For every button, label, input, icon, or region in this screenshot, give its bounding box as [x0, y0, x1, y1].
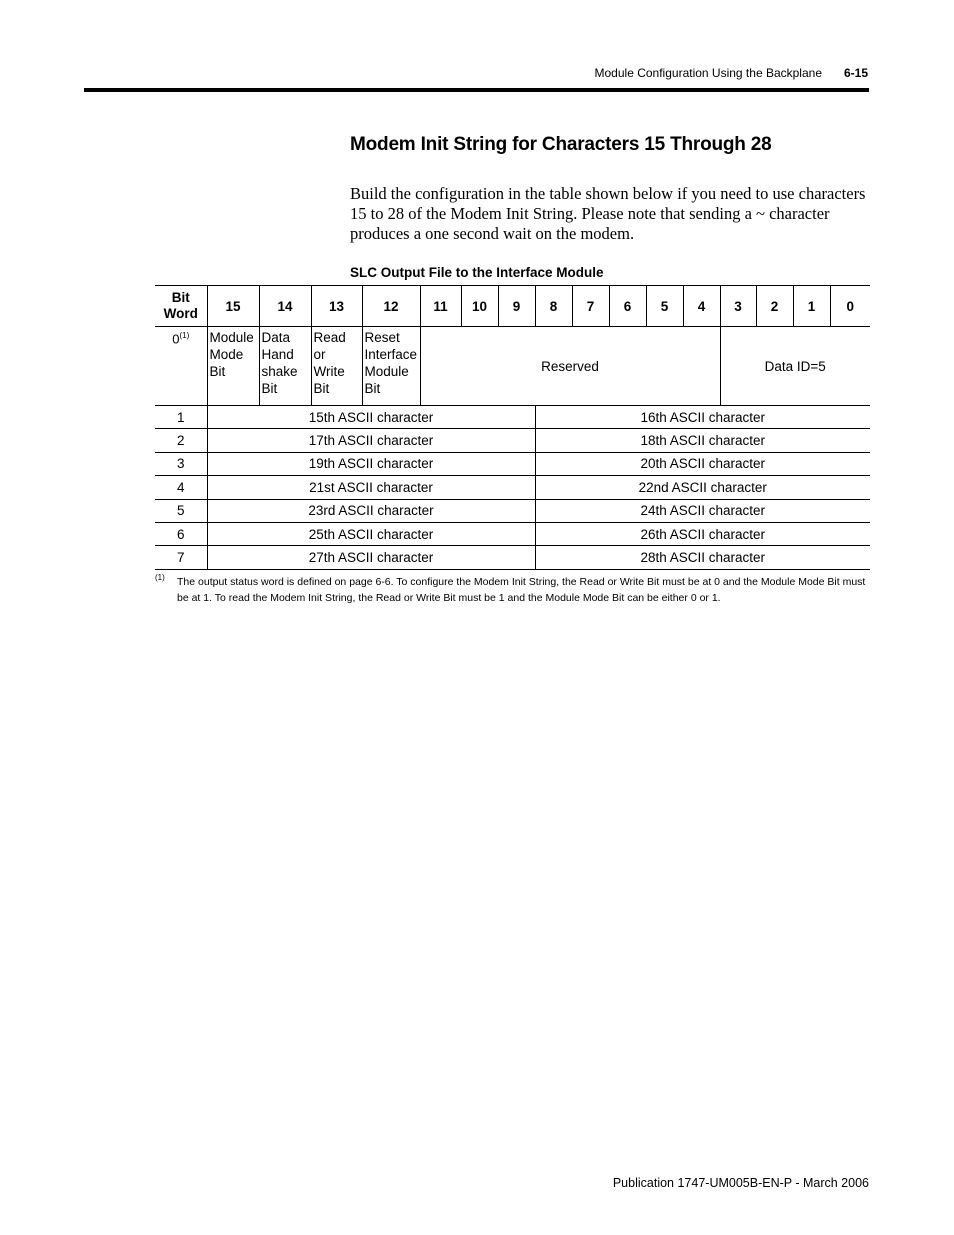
read-write-bit-cell — [311, 327, 362, 406]
bit-header: 3 — [720, 286, 756, 327]
footnote-text: The output status word is defined on page 6-6. To configure the Modem Init String, the Read or Write Bit must be at 0 and the Module Mode Bit must be at 1. To read the Modem Init String, the Read or Write Bit must be 1 and the Module Mode Bit can be either 0 or 1. — [177, 576, 866, 604]
cell-line: Bit — [313, 381, 330, 396]
cell-line: Hand — [261, 347, 294, 362]
footnote-mark: (1) — [155, 573, 165, 582]
table-row — [155, 406, 870, 429]
module-mode-bit-cell — [207, 327, 259, 406]
footnote-ref: (1) — [179, 331, 190, 340]
bit-header: 1 — [793, 286, 830, 327]
word-number: 6 — [155, 522, 207, 545]
cell-line: Bit — [209, 364, 226, 379]
register-table — [155, 285, 870, 570]
table-row — [155, 546, 870, 569]
cell-line: Data — [261, 330, 291, 345]
word-number: 4 — [155, 476, 207, 499]
low-byte-cell: 28th ASCII character — [535, 546, 870, 569]
table-row — [155, 499, 870, 522]
low-byte-cell: 16th ASCII character — [535, 406, 870, 429]
reset-interface-module-bit-cell — [362, 327, 420, 406]
word-number: 3 — [155, 452, 207, 475]
word-number: 7 — [155, 546, 207, 569]
word-number: 0 — [172, 331, 180, 347]
body-paragraph: Build the configuration in the table shown below if you need to use characters 15 to 28 of the Modem Init String. Please note that sending a ~ character produces a one second wait on the modem. — [350, 184, 866, 243]
high-byte-cell: 25th ASCII character — [207, 522, 535, 545]
high-byte-cell: 23rd ASCII character — [207, 499, 535, 522]
low-byte-cell: 22nd ASCII character — [535, 476, 870, 499]
word-cell — [155, 327, 207, 406]
cell-line: Module — [364, 364, 409, 379]
bit-header: 2 — [756, 286, 793, 327]
corner-bit-label: Bit — [171, 290, 190, 305]
section-title: Modem Init String for Characters 15 Through 28 — [350, 134, 772, 155]
corner-header — [155, 286, 207, 327]
cell-line: Module — [209, 330, 254, 345]
bit-header: 4 — [683, 286, 720, 327]
table-row — [155, 452, 870, 475]
bit-header: 0 — [830, 286, 870, 327]
word-number: 2 — [155, 429, 207, 452]
cell-line: Reset — [364, 330, 400, 345]
table-row — [155, 476, 870, 499]
page-number: 6-15 — [844, 66, 869, 80]
high-byte-cell: 27th ASCII character — [207, 546, 535, 569]
high-byte-cell: 15th ASCII character — [207, 406, 535, 429]
bit-header: 8 — [535, 286, 572, 327]
cell-line: Bit — [364, 381, 381, 396]
table-title: SLC Output File to the Interface Module — [350, 265, 604, 280]
cell-line: shake — [261, 364, 298, 379]
header-rule — [84, 88, 869, 92]
low-byte-cell: 24th ASCII character — [535, 499, 870, 522]
cell-line: Interface — [364, 347, 418, 362]
bit-header: 5 — [646, 286, 683, 327]
low-byte-cell: 26th ASCII character — [535, 522, 870, 545]
high-byte-cell: 19th ASCII character — [207, 452, 535, 475]
high-byte-cell: 17th ASCII character — [207, 429, 535, 452]
low-byte-cell: 20th ASCII character — [535, 452, 870, 475]
table-header-row — [155, 286, 870, 327]
bit-header: 12 — [362, 286, 420, 327]
high-byte-cell: 21st ASCII character — [207, 476, 535, 499]
bit-header: 9 — [498, 286, 535, 327]
bit-header: 10 — [461, 286, 498, 327]
bit-header: 6 — [609, 286, 646, 327]
word-number: 1 — [155, 406, 207, 429]
low-byte-cell: 18th ASCII character — [535, 429, 870, 452]
data-id-cell: Data ID=5 — [720, 327, 870, 406]
cell-line: Mode — [209, 347, 244, 362]
bit-header: 15 — [207, 286, 259, 327]
reserved-cell: Reserved — [420, 327, 720, 406]
bit-header: 13 — [311, 286, 362, 327]
table-row — [155, 429, 870, 452]
bit-header: 11 — [420, 286, 461, 327]
bit-header: 14 — [259, 286, 311, 327]
cell-line: Bit — [261, 381, 278, 396]
cell-line: Write — [313, 364, 345, 379]
table-row — [155, 522, 870, 545]
bit-header: 7 — [572, 286, 609, 327]
data-handshake-bit-cell — [259, 327, 311, 406]
corner-word-label: Word — [163, 306, 198, 321]
cell-line: Read or — [313, 330, 346, 362]
running-header: Module Configuration Using the Backplane — [594, 66, 822, 80]
table-row-word-0 — [155, 327, 870, 406]
publication-footer: Publication 1747-UM005B-EN-P - March 2006 — [612, 1176, 869, 1190]
word-number: 5 — [155, 499, 207, 522]
